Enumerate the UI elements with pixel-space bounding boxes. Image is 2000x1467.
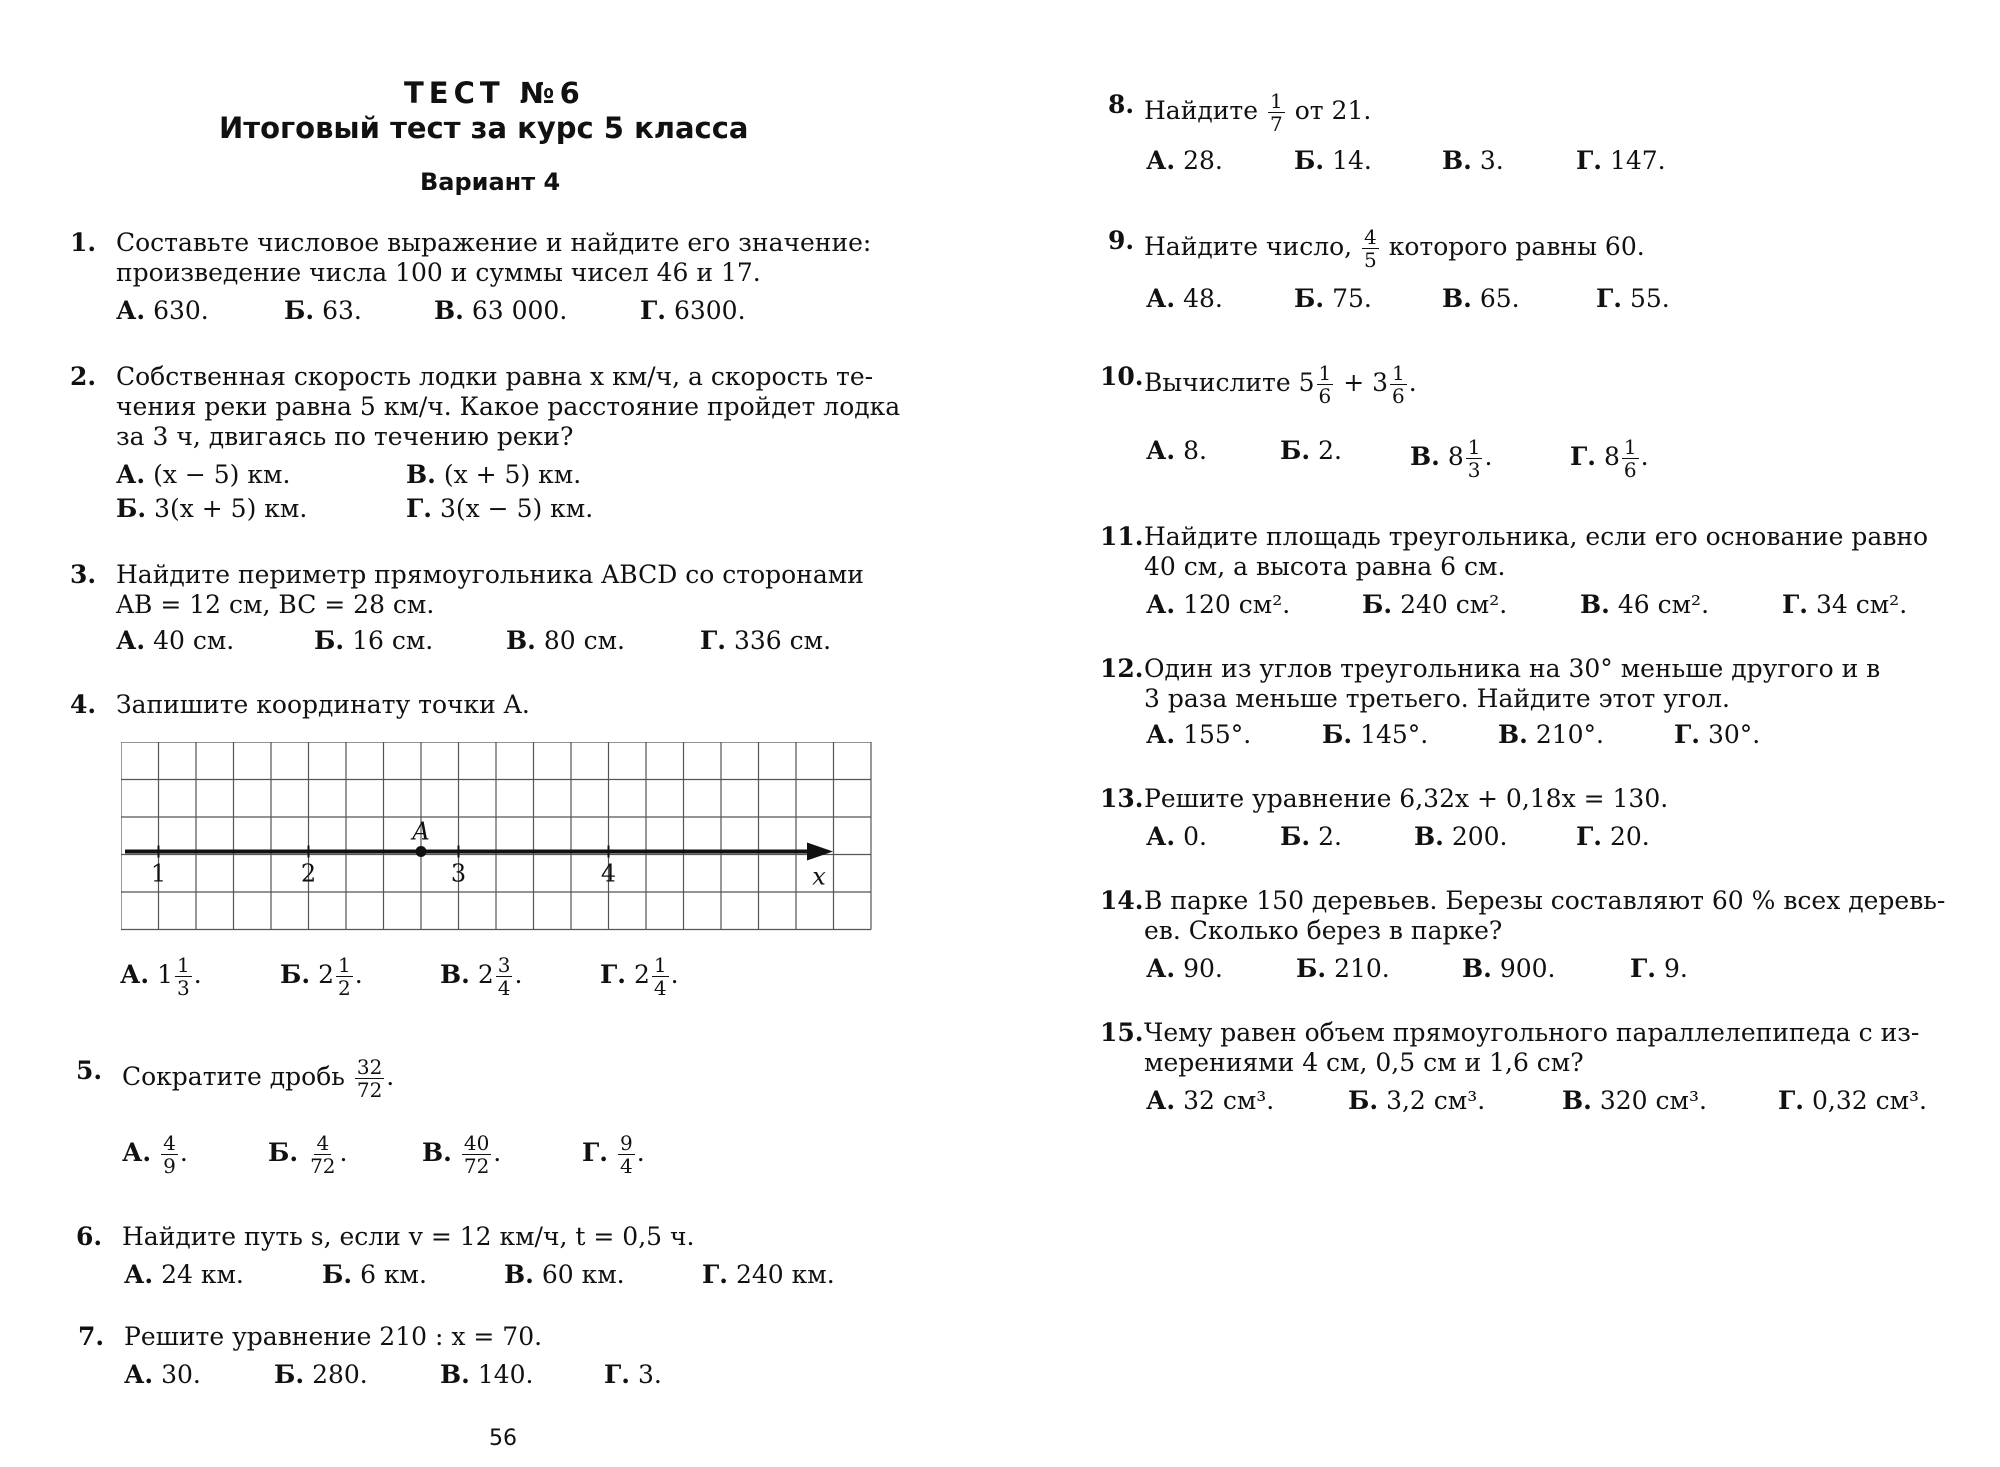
variant-label: Вариант 4 xyxy=(420,168,561,196)
question-text-line: Один из углов треугольника на 30° меньше другого и в xyxy=(1144,654,1881,683)
point-a xyxy=(416,846,427,857)
fraction: $\frac{1}{7}$ xyxy=(1270,89,1283,136)
question-number: 13. xyxy=(1100,784,1144,813)
answer-option[interactable]: Б. 3,2 см³. xyxy=(1348,1086,1486,1115)
question-text-line: Найдите площадь треугольника, если его основание равно xyxy=(1144,522,1929,551)
question-text: Найдите xyxy=(1144,96,1259,125)
answer-option[interactable]: А. 28. xyxy=(1146,146,1223,175)
answer-option[interactable]: В. 210°. xyxy=(1498,720,1605,749)
tick-label: 4 xyxy=(600,859,617,888)
answer-option[interactable]: Г. 6300. xyxy=(640,296,746,325)
question-2 xyxy=(70,362,940,452)
answer-option[interactable]: А. 8. xyxy=(1146,436,1207,465)
test-title: Итоговый тест за курс 5 класса xyxy=(219,111,749,145)
answer-option[interactable]: А. 90. xyxy=(1146,954,1223,983)
answer-option[interactable]: Г. 20. xyxy=(1576,822,1650,851)
question-text-line: за 3 ч, двигаясь по течению реки? xyxy=(116,422,574,451)
answer-option[interactable]: А. 630. xyxy=(116,296,209,325)
question-text-line: произведение числа 100 и суммы чисел 46 и 17. xyxy=(116,258,761,287)
answer-option[interactable]: Г. 3(x − 5) км. xyxy=(406,494,594,523)
answer-option[interactable]: Г. 30°. xyxy=(1674,720,1761,749)
question-text-line: 3 раза меньше третьего. Найдите этот угол. xyxy=(1144,684,1730,713)
question-11 xyxy=(1100,522,1980,582)
question-number: 5. xyxy=(76,1056,103,1085)
answer-option[interactable]: Б. 16 см. xyxy=(314,626,434,655)
question-7 xyxy=(78,1322,938,1352)
answer-option[interactable]: Г. 8 $\frac{1}{6}$ . xyxy=(1570,435,1649,482)
answer-option[interactable]: А. 120 см². xyxy=(1146,590,1291,619)
number-line-figure xyxy=(121,742,881,932)
question-text-line: чения реки равна 5 км/ч. Какое расстояние пройдет лодка xyxy=(116,392,901,421)
question-number: 3. xyxy=(70,560,97,589)
axis-label-x: x xyxy=(812,862,826,891)
answer-option[interactable]: Б. 2. xyxy=(1280,822,1342,851)
answer-option[interactable]: В. 63 000. xyxy=(434,296,568,325)
answer-option[interactable]: А. 0. xyxy=(1146,822,1207,851)
answer-option[interactable]: Б. 2. xyxy=(1280,436,1342,465)
answer-option[interactable]: А. 32 см³. xyxy=(1146,1086,1275,1115)
answer-option[interactable]: А. 30. xyxy=(124,1360,201,1389)
question-text: Вычислите xyxy=(1144,368,1291,397)
question-text-line: Чему равен объем прямоугольного параллелепипеда с из- xyxy=(1144,1018,1920,1047)
question-text-line: Запишите координату точки A. xyxy=(116,690,530,719)
answer-option[interactable]: Г. $\frac{9}{4}$ . xyxy=(582,1131,645,1178)
question-8 xyxy=(1108,90,1968,135)
answer-option[interactable]: В. 3. xyxy=(1442,146,1504,175)
question-number: 12. xyxy=(1100,654,1144,683)
question-text-line: AB = 12 см, BC = 28 см. xyxy=(116,590,435,619)
question-text-line: Найдите периметр прямоугольника ABCD со сторонами xyxy=(116,560,864,589)
answer-option[interactable]: В. 320 см³. xyxy=(1562,1086,1707,1115)
question-number: 14. xyxy=(1100,886,1144,915)
answer-option[interactable]: Б. 14. xyxy=(1294,146,1372,175)
answer-option[interactable]: Г. 2 $\frac{1}{4}$ . xyxy=(600,953,679,1000)
question-text: Найдите число, xyxy=(1144,232,1353,261)
question-text-line: В парке 150 деревьев. Березы составляют 60 % всех деревь- xyxy=(1144,886,1946,915)
answer-option[interactable]: В. $\frac{40}{72}$ . xyxy=(422,1131,502,1178)
answer-option[interactable]: Б. $\frac{4}{72}$ . xyxy=(268,1131,348,1178)
answer-option[interactable]: Г. 147. xyxy=(1576,146,1666,175)
answer-option[interactable]: Б. 2 $\frac{1}{2}$ . xyxy=(280,953,363,1000)
answer-option[interactable]: Б. 210. xyxy=(1296,954,1390,983)
question-text-line: Собственная скорость лодки равна x км/ч, а скорость те- xyxy=(116,362,874,391)
answer-option[interactable]: В. 140. xyxy=(440,1360,534,1389)
question-number: 6. xyxy=(76,1222,103,1251)
point-a-label: A xyxy=(412,817,430,846)
question-text-line: Решите уравнение 6,32x + 0,18x = 130. xyxy=(1144,784,1669,813)
plus-sign: + xyxy=(1343,368,1365,397)
question-10 xyxy=(1100,362,1960,407)
question-3 xyxy=(70,560,940,620)
question-number: 11. xyxy=(1100,522,1144,551)
mixed-number: 5 $\frac{1}{6}$ xyxy=(1298,361,1332,408)
question-text: от 21. xyxy=(1294,96,1372,125)
question-number: 7. xyxy=(78,1322,105,1351)
answer-option[interactable]: Б. 6 км. xyxy=(322,1260,427,1289)
question-number: 1. xyxy=(70,228,97,257)
question-number: 4. xyxy=(70,690,97,719)
answer-option[interactable]: В. 65. xyxy=(1442,284,1520,313)
answer-option[interactable]: В. 200. xyxy=(1414,822,1508,851)
answer-option[interactable]: В. 900. xyxy=(1462,954,1556,983)
question-text: которого равны 60. xyxy=(1388,232,1645,261)
answer-option[interactable]: Г. 240 км. xyxy=(702,1260,835,1289)
question-text: Сократите дробь xyxy=(122,1062,345,1091)
answer-option[interactable]: Г. 336 см. xyxy=(700,626,832,655)
mixed-number: 3 $\frac{1}{6}$ . xyxy=(1372,361,1417,408)
answer-option[interactable]: Г. 3. xyxy=(604,1360,662,1389)
answer-option[interactable]: В. 8 $\frac{1}{3}$ . xyxy=(1410,435,1493,482)
question-text-line: Решите уравнение 210 : x = 70. xyxy=(124,1322,543,1351)
answer-option[interactable]: А. 24 км. xyxy=(124,1260,244,1289)
question-number: 8. xyxy=(1108,90,1135,119)
fraction: $\frac{4}{5}$ xyxy=(1364,225,1377,272)
question-4 xyxy=(70,690,930,720)
question-13 xyxy=(1100,784,1980,814)
answer-option[interactable]: Б. 3(x + 5) км. xyxy=(116,494,308,523)
answer-option[interactable]: А. (x − 5) км. xyxy=(116,460,291,489)
answer-option[interactable]: А. 40 см. xyxy=(116,626,235,655)
question-text-line: Составьте числовое выражение и найдите его значение: xyxy=(116,228,872,257)
question-12 xyxy=(1100,654,1980,714)
answer-option[interactable]: Б. 240 см². xyxy=(1362,590,1508,619)
tick-label: 2 xyxy=(300,859,317,888)
tick-label: 1 xyxy=(150,859,167,888)
question-number: 9. xyxy=(1108,226,1135,255)
question-text-line: Найдите путь s, если v = 12 км/ч, t = 0,5 ч. xyxy=(122,1222,695,1251)
question-number: 10. xyxy=(1100,362,1144,391)
answer-option[interactable]: В. 2 $\frac{3}{4}$ . xyxy=(440,953,523,1000)
question-6 xyxy=(76,1222,936,1252)
question-9 xyxy=(1108,226,1968,271)
question-text-line: мерениями 4 см, 0,5 см и 1,6 см? xyxy=(1144,1048,1584,1077)
answer-option[interactable]: А. 48. xyxy=(1146,284,1223,313)
answer-option[interactable]: Б. 145°. xyxy=(1322,720,1429,749)
axis-arrow xyxy=(807,843,833,861)
question-5: 5. Сократите дробь $\frac{32}{72}$ . xyxy=(76,1055,395,1102)
question-number: 15. xyxy=(1100,1018,1144,1047)
answer-option[interactable]: Г. 0,32 см³. xyxy=(1778,1086,1927,1115)
answer-option[interactable]: В. 80 см. xyxy=(506,626,625,655)
page-number: 56 xyxy=(489,1426,517,1451)
tick-label: 3 xyxy=(450,859,467,888)
answer-option[interactable]: В. 46 см². xyxy=(1580,590,1710,619)
answer-option[interactable]: А. $\frac{4}{9}$ . xyxy=(122,1131,188,1178)
answer-option[interactable]: А. 1 $\frac{1}{3}$ . xyxy=(120,953,202,1000)
answer-option[interactable]: Б. 280. xyxy=(274,1360,368,1389)
question-text-line: ев. Сколько берез в парке? xyxy=(1144,916,1503,945)
answer-option[interactable]: Б. 75. xyxy=(1294,284,1372,313)
answer-option[interactable]: Б. 63. xyxy=(284,296,362,325)
answer-option[interactable]: Г. 55. xyxy=(1596,284,1670,313)
question-number: 2. xyxy=(70,362,97,391)
question-15 xyxy=(1100,1018,1980,1078)
question-text-line: 40 см, а высота равна 6 см. xyxy=(1144,552,1506,581)
answer-option[interactable]: В. (x + 5) км. xyxy=(406,460,582,489)
answer-option[interactable]: А. 155°. xyxy=(1146,720,1252,749)
answer-option[interactable]: Г. 34 см². xyxy=(1782,590,1908,619)
answer-option[interactable]: В. 60 км. xyxy=(504,1260,625,1289)
test-number: ТЕСТ №6 xyxy=(404,76,585,110)
answer-option[interactable]: Г. 9. xyxy=(1630,954,1688,983)
question-1 xyxy=(70,228,930,288)
question-14 xyxy=(1100,886,1980,946)
fraction: $\frac{32}{72}$ xyxy=(356,1055,383,1102)
